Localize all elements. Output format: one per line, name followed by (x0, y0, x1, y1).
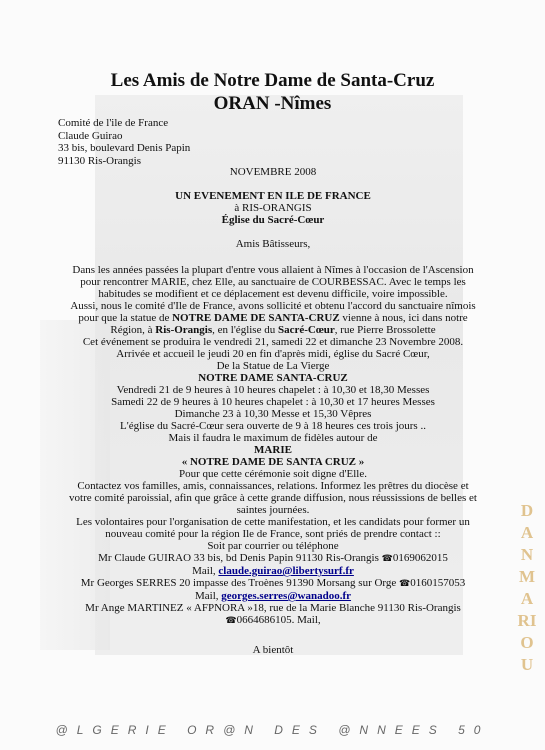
address-line: 91130 Ris-Orangis (58, 154, 142, 167)
text: vienne à nous, ici dans notre (339, 312, 468, 324)
event-headline: UN EVENEMENT EN ILE DE FRANCE (175, 190, 371, 202)
contact-1-mail (28, 565, 518, 577)
town-name: Ris-Orangis (155, 324, 213, 336)
title-line-2: ORAN -Nîmes (213, 93, 332, 114)
text-line: nouveau comité pour la région Ile de France, sont priés de prendre contact :: (105, 528, 441, 540)
sender-address (58, 117, 190, 167)
text-line: votre comité paroissial, afin que grâce à cette grande diffusion, nous réussissions de belles et (69, 492, 477, 504)
text-line: Arrivée et accueil le jeudi 20 en fin d'après midi, église du Sacré Cœur, (116, 348, 430, 360)
contact-3-phone (28, 614, 518, 627)
paragraph-intro (28, 264, 518, 627)
mail-label: Mail, (194, 590, 222, 602)
greeting: Amis Bâtisseurs, (235, 238, 311, 250)
contact-1 (28, 552, 518, 565)
address-line: Comité de l'ile de France (58, 117, 169, 129)
event-church: Église du Sacré-Cœur (221, 214, 325, 226)
text-line (28, 312, 518, 324)
text-line (28, 324, 518, 336)
statue-name: NOTRE DAME DE SANTA-CRUZ (172, 312, 340, 324)
schedule-line: Vendredi 21 de 9 heures à 10 heures chapelet : à 10,30 et 18,30 Messes (116, 384, 430, 396)
phone-icon: ☎ (381, 554, 393, 564)
phone-icon: ☎ (399, 579, 411, 589)
text-line: Mais il faudra le maximum de fidèles autour de (168, 432, 378, 444)
text-line: De la Statue de La Vierge (216, 360, 330, 372)
date: NOVEMBRE 2008 (229, 166, 317, 178)
sidebar-watermark: DANMARIOU (517, 501, 537, 674)
text-line: Les volontaires pour l'organisation de cette manifestation, et les candidats pour former un (76, 516, 470, 528)
text-line: Aussi, nous le comité d'Ile de France, avons sollicité et obtenu l'accord du sanctuaire nîmois (70, 300, 476, 312)
text-line: MARIE (254, 444, 292, 456)
text: Région, à (110, 324, 156, 336)
contact-address: Mr Claude GUIRAO 33 bis, bd Denis Papin 91130 Ris-Orangis (98, 552, 379, 564)
text-line: habitudes se modifient et ce déplacement est devenu difficile, voire impossible. (98, 288, 448, 300)
schedule-line: Samedi 22 de 9 heures à 10 heures chapelet : à 10,30 et 17 heures Messes (111, 396, 435, 408)
phone-icon: ☎ (225, 616, 237, 626)
footer-text: @LGERIE OR@N DES @NNEES 50 (55, 723, 490, 737)
contact-phone: 0169062015 (392, 552, 448, 564)
text: , en l'église du (212, 324, 278, 336)
contact-2 (28, 577, 518, 590)
text-line: saintes journées. (236, 504, 310, 516)
text-line: Pour que cette cérémonie soit digne d'Elle. (178, 468, 367, 480)
text: , rue Pierre Brossolette (334, 324, 436, 336)
title-line-1: Les Amis de Notre Dame de Santa-Cruz (110, 70, 435, 91)
address-line: Claude Guirao (58, 129, 123, 142)
text: pour que la statue de (78, 312, 173, 324)
text-line: « NOTRE DAME DE SANTA CRUZ » (181, 456, 365, 468)
contact-phone: 0664686105 (236, 614, 292, 626)
text-line: NOTRE DAME SANTA-CRUZ (198, 372, 348, 384)
text-line: Dans les années passées la plupart d'entre vous allaient à Nîmes à l'occasion de l'Ascension (72, 264, 474, 276)
text: . Mail, (291, 614, 321, 626)
contact-address: Mr Georges SERRES 20 impasse des Troènes 91390 Morsang sur Orge (80, 577, 397, 589)
contact-3: Mr Ange MARTINEZ « AFPNORA »18, rue de la Marie Blanche 91130 Ris-Orangis (85, 602, 461, 614)
text-line: pour rencontrer MARIE, chez Elle, au sanctuaire de COURBESSAC. Avec le temps les (80, 276, 466, 288)
church-name: Sacré-Cœur (277, 324, 335, 336)
email-link[interactable]: claude.guirao@libertysurf.fr (218, 565, 354, 577)
event-location: à RIS-ORANGIS (234, 202, 312, 214)
address-line: 33 bis, boulevard Denis Papin (58, 142, 191, 154)
text-line: Cet événement se produira le vendredi 21, samedi 22 et dimanche 23 Novembre 2008. (82, 336, 464, 348)
contact-2-mail (28, 590, 518, 602)
text-line: Contactez vos familles, amis, connaissances, relations. Informez les prêtres du diocèse et (77, 480, 469, 492)
email-link[interactable]: georges.serres@wanadoo.fr (221, 590, 352, 602)
text-line: L'église du Sacré-Cœur sera ouverte de 9 à 18 heures ces trois jours .. (120, 420, 426, 432)
schedule-line: Dimanche 23 à 10,30 Messe et 15,30 Vêpres (174, 408, 372, 420)
contact-phone: 0160157053 (410, 577, 466, 589)
mail-label: Mail, (192, 565, 219, 577)
closing: A bientôt (252, 644, 294, 656)
text-line: Soit par courrier ou téléphone (207, 540, 339, 552)
